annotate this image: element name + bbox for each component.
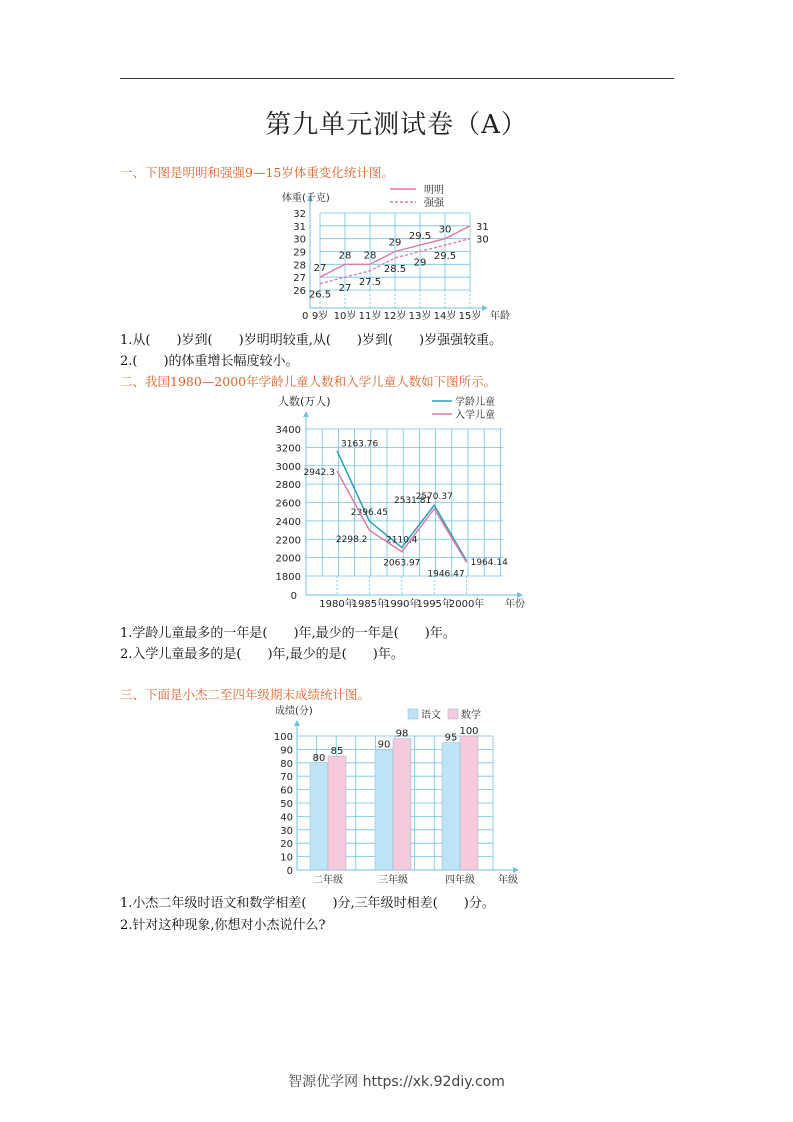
bar-value-label: 85 <box>330 746 344 758</box>
x-axis-arrow <box>517 592 523 598</box>
y-tick-label: 2400 <box>275 516 301 528</box>
data-label: 31 <box>476 221 489 233</box>
data-label: 2396.45 <box>350 508 389 519</box>
data-label: 29.5 <box>433 251 457 263</box>
data-label: 28 <box>363 250 377 262</box>
y-tick-label: 3400 <box>275 425 301 436</box>
x-tick-label: 三年级 <box>378 875 408 886</box>
x-tick-label: 1985年 <box>351 599 388 610</box>
x-tick-label: 12岁 <box>383 311 407 322</box>
y-tick-label: 80 <box>280 758 293 770</box>
bar <box>460 736 478 870</box>
legend-label: 明明 <box>424 185 444 196</box>
legend-label: 学龄儿童 <box>455 397 495 408</box>
section-2-heading: 二、我国1980—2000年学龄儿童人数和入学儿童人数如下图所示。 <box>120 374 497 389</box>
bar-value-label: 95 <box>444 732 458 744</box>
section-1-question-2: 2.( )的体重增长幅度较小。 <box>120 354 299 369</box>
y-tick-label: 70 <box>280 772 293 784</box>
x-tick-label: 11岁 <box>358 311 382 322</box>
legend-label: 语文 <box>421 710 441 721</box>
data-label: 28.5 <box>383 263 407 275</box>
x-tick-label: 9岁 <box>311 311 329 322</box>
y-tick-label: 2000 <box>275 553 301 565</box>
section-2-question-1: 1.学龄儿童最多的一年是( )年,最少的一年是( )年。 <box>120 626 456 641</box>
zero-label: 0 <box>302 311 309 322</box>
y-tick-label: 28 <box>293 260 306 272</box>
footer-watermark: 智源优学网 https://xk.92diy.com <box>288 1074 505 1090</box>
x-tick-label: 15岁 <box>458 311 482 322</box>
data-label: 1964.14 <box>470 557 508 568</box>
data-label: 26.5 <box>308 289 332 301</box>
y-axis-label: 人数(万人) <box>278 395 331 408</box>
x-tick-label: 2000年 <box>448 599 485 610</box>
y-axis-arrow <box>294 720 300 726</box>
data-label: 27 <box>313 263 327 275</box>
section-1-question-1: 1.从( )岁到( )岁明明较重,从( )岁到( )岁强强较重。 <box>120 333 503 348</box>
children-line-chart <box>0 390 793 615</box>
y-tick-label: 29 <box>293 247 306 259</box>
x-tick-label: 13岁 <box>408 311 432 322</box>
y-axis-arrow <box>303 411 309 417</box>
scores-bar-chart <box>0 700 793 890</box>
data-label: 2942.3 <box>303 468 335 479</box>
x-tick-label: 1995年 <box>416 599 452 610</box>
x-tick-label: 1990年 <box>384 599 420 610</box>
bar-value-label: 80 <box>312 752 326 764</box>
y-tick-label: 100 <box>273 732 293 743</box>
y-tick-label: 3000 <box>275 461 301 473</box>
bar <box>310 763 328 870</box>
y-tick-label: 30 <box>280 825 293 837</box>
legend-label: 入学儿童 <box>455 410 495 421</box>
y-tick-label: 0 <box>286 866 293 877</box>
x-axis-label: 年级 <box>498 875 518 886</box>
y-tick-label: 2200 <box>275 535 301 547</box>
y-tick-label: 32 <box>293 209 306 220</box>
y-tick-label: 10 <box>280 852 293 864</box>
x-axis-label: 年龄 <box>490 311 510 322</box>
legend-swatch <box>448 709 458 719</box>
x-tick-label: 二年级 <box>313 875 343 886</box>
y-tick-label: 90 <box>280 745 293 757</box>
legend-label: 数学 <box>461 710 481 721</box>
bar-value-label: 90 <box>377 739 391 751</box>
data-label: 2531.81 <box>393 495 432 506</box>
x-tick-label: 四年级 <box>445 875 475 886</box>
x-axis-arrow <box>513 867 519 873</box>
y-axis-label: 成绩(分) <box>275 706 313 717</box>
x-tick-label: 14岁 <box>433 311 457 322</box>
y-tick-label: 60 <box>280 785 293 797</box>
y-tick-label: 27 <box>293 273 306 285</box>
top-rule <box>120 78 674 79</box>
y-tick-label: 2600 <box>275 498 301 510</box>
zero-label: 0 <box>290 591 297 602</box>
y-tick-label: 1800 <box>275 572 301 583</box>
data-label: 27.5 <box>358 276 382 288</box>
section-2-question-2: 2.入学儿童最多的是( )年,最少的是( )年。 <box>120 647 404 662</box>
data-label: 2110.4 <box>386 535 418 546</box>
y-tick-label: 3200 <box>275 443 301 455</box>
bar-value-label: 98 <box>395 728 409 740</box>
y-tick-label: 26 <box>293 286 306 297</box>
y-tick-label: 40 <box>280 812 293 824</box>
data-label: 29 <box>388 237 402 249</box>
data-label: 30 <box>438 224 452 236</box>
x-axis-label: 年份 <box>505 599 525 610</box>
data-label: 1946.47 <box>427 569 465 580</box>
data-label: 2570.37 <box>415 492 453 503</box>
data-label: 30 <box>476 234 489 246</box>
bar <box>328 756 346 870</box>
y-tick-label: 2800 <box>275 480 301 492</box>
legend-swatch <box>408 709 418 719</box>
bar <box>393 739 411 870</box>
section-3-question-2: 2.针对这种现象,你想对小杰说什么? <box>120 918 326 933</box>
section-1-heading: 一、下图是明明和强强9—15岁体重变化统计图。 <box>120 165 394 180</box>
data-label: 28 <box>338 250 352 262</box>
y-tick-label: 50 <box>280 799 293 810</box>
data-label: 3163.76 <box>341 439 379 450</box>
data-label: 2063.97 <box>383 558 421 569</box>
bar <box>375 749 393 870</box>
page-title: 第九单元测试卷（A） <box>265 110 528 140</box>
section-3-heading: 三、下面是小杰二至四年级期末成绩统计图。 <box>120 687 371 702</box>
data-label: 27 <box>338 283 352 295</box>
x-tick-label: 10岁 <box>333 311 357 322</box>
weight-line-chart <box>0 180 793 330</box>
y-tick-label: 31 <box>293 221 306 233</box>
data-label: 2298.2 <box>335 535 368 546</box>
x-axis-arrow <box>482 305 488 311</box>
bar <box>442 743 460 870</box>
bar-value-label: 100 <box>459 726 479 737</box>
y-tick-label: 30 <box>293 234 306 246</box>
legend-label: 强强 <box>424 198 444 209</box>
y-axis-label: 体重(千克) <box>282 193 330 204</box>
data-label: 29 <box>413 257 427 269</box>
data-label: 29.5 <box>408 231 432 243</box>
y-tick-label: 20 <box>280 839 293 851</box>
x-tick-label: 1980年 <box>319 599 355 610</box>
section-3-question-1: 1.小杰二年级时语文和数学相差( )分,三年级时相差( )分。 <box>120 896 495 911</box>
